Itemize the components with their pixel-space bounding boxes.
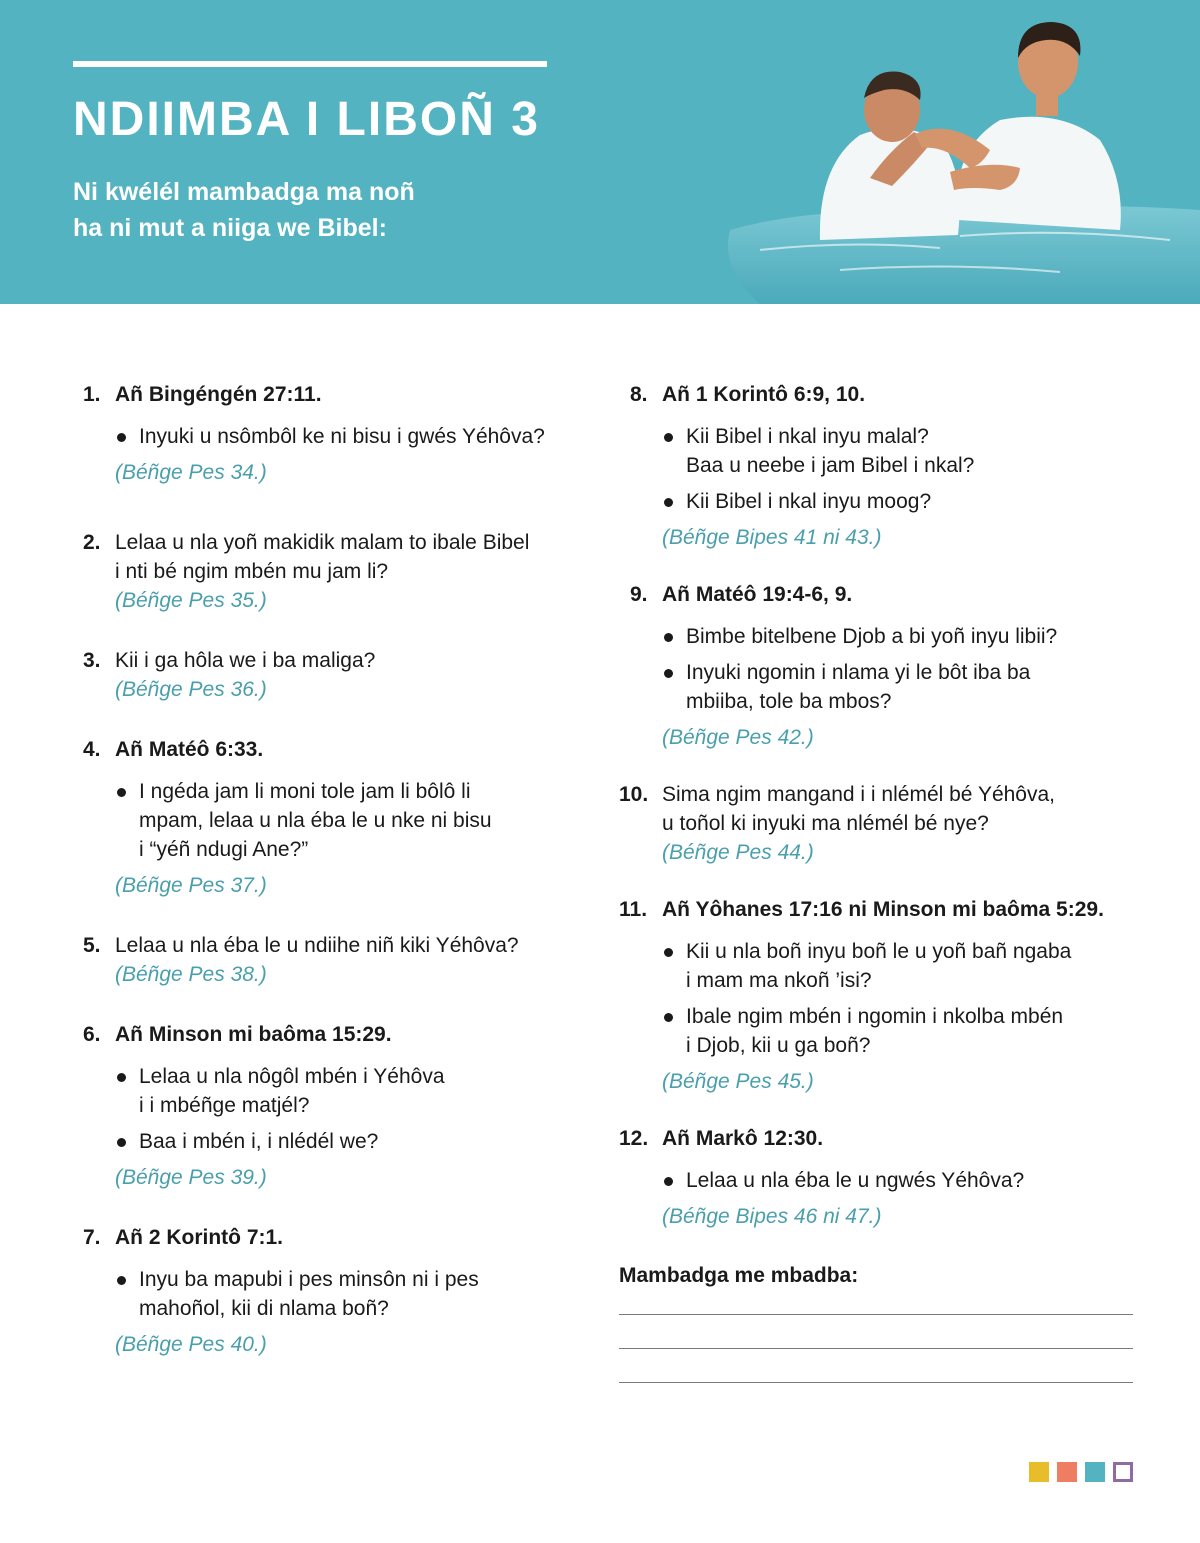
decorative-squares [1029,1462,1133,1482]
bullet-item [115,1265,583,1323]
question-scripture: Añ Minson mi baôma 15:29. [115,1023,392,1046]
question-11 [619,895,1139,1096]
bullet-item: Bimbe bitelbene Djob a bi yoñ inyu libii? [662,622,1139,651]
question-9 [619,580,1139,752]
question-4 [83,735,583,900]
question-1 [83,380,583,487]
reference-link: (Béñge Bipes 41 ni 43.) [662,526,882,549]
question-number: 8. [630,383,648,406]
question-scripture: Añ Markô 12:30. [662,1127,824,1150]
question-number: 11. [619,898,648,921]
question-number: 10. [619,783,649,806]
bullet-item: Baa i mbén i, i nlédél we? [115,1127,583,1156]
question-number: 5. [83,934,101,957]
question-number: 1. [83,383,101,406]
bullet-text-line-2: Baa u neebe i jam Bibel i nkal? [686,454,975,477]
header-banner [0,0,1200,304]
question-number: 2. [83,531,101,554]
bullet-text-line-1: Lelaa u nla nôgôl mbén i Yéhôva [139,1065,445,1088]
header-rule [73,61,547,67]
question-scripture: Añ Yôhanes 17:16 ni Minson mi baôma 5:29. [662,898,1104,921]
bullet-text-line-3: i “yéñ ndugi Ane?” [139,838,309,861]
notes-line[interactable] [619,1348,1133,1349]
reference-link: (Béñge Pes 37.) [115,874,267,897]
question-number: 4. [83,738,101,761]
reference-link: (Béñge Pes 39.) [115,1166,267,1189]
reference-link: (Béñge Pes 34.) [115,461,267,484]
bullet-item: Inyuki u nsômbôl ke ni bisu i gwés Yéhôva? [115,422,583,451]
question-scripture: Añ Matéô 19:4-6, 9. [662,583,853,606]
orange-square [1057,1462,1077,1482]
reference-link: (Béñge Pes 42.) [662,726,814,749]
subtitle-line-1: Ni kwélél mambadga ma noñ [73,178,415,206]
notes-line[interactable] [619,1382,1133,1383]
question-12 [619,1124,1139,1231]
question-scripture: Añ Matéô 6:33. [115,738,264,761]
bullet-item [662,422,1139,480]
bullet-item [662,1002,1139,1060]
bullet-list [115,1062,583,1156]
question-2 [83,528,583,615]
question-text: Kii i ga hôla we i ba maliga? [115,649,376,672]
question-text-line-2: i nti bé ngim mbén mu jam li? [115,560,389,583]
purple-outline-square [1113,1462,1133,1482]
question-scripture: Añ 2 Korintô 7:1. [115,1226,284,1249]
reference-link: (Béñge Pes 35.) [115,589,267,612]
bullet-item [115,1062,583,1120]
bullet-text-line-1: Ibale ngim mbén i ngomin i nkolba mbén [686,1005,1064,1028]
notes-line[interactable] [619,1314,1133,1315]
bullet-text-line-1: Kii Bibel i nkal inyu malal? [686,425,929,448]
bullet-list [662,422,1139,516]
subtitle-line-2: ha ni mut a niiga we Bibel: [73,214,387,242]
bullet-item: Kii Bibel i nkal inyu moog? [662,487,1139,516]
question-number: 6. [83,1023,101,1046]
yellow-square [1029,1462,1049,1482]
bullet-text-line-2: i i mbéñge matjél? [139,1094,310,1117]
question-8 [619,380,1139,552]
question-3 [83,646,583,704]
question-10 [619,780,1139,867]
bullet-list [115,777,583,864]
bullet-item [115,777,583,864]
reference-link: (Béñge Bipes 46 ni 47.) [662,1205,882,1228]
questions-right-column [619,380,1139,1383]
bullet-list [115,422,583,451]
question-text-line-2: u toñol ki inyuki ma nlémél bé nye? [662,812,989,835]
reference-link: (Béñge Pes 36.) [115,678,267,701]
question-scripture: Añ 1 Korintô 6:9, 10. [662,383,866,406]
bullet-list [115,1265,583,1323]
baptism-illustration [700,0,1200,304]
bullet-text-line-1: I ngéda jam li moni tole jam li bôlô li [139,780,471,803]
bullet-text-line-2: i mam ma nkoñ ’isi? [686,969,872,992]
bullet-item [662,658,1139,716]
bullet-text-line-1: Inyu ba mapubi i pes minsôn ni i pes [139,1268,479,1291]
question-text-line-1: Lelaa u nla yoñ makidik malam to ibale Bibel [115,531,530,554]
bullet-list [662,622,1139,716]
page-subtitle [73,174,415,246]
bullet-text-line-1: Kii u nla boñ inyu boñ le u yoñ bañ ngaba [686,940,1072,963]
question-text-line-1: Sima ngim mangand i i nlémél bé Yéhôva, [662,783,1056,806]
bullet-text-line-2: mpam, lelaa u nla éba le u nke ni bisu [139,809,492,832]
bullet-text-line-1: Inyuki ngomin i nlama yi le bôt iba ba [686,661,1031,684]
bullet-text-line-2: i Djob, kii u ga boñ? [686,1034,871,1057]
question-5 [83,931,583,989]
question-scripture: Añ Bingéngén 27:11. [115,383,322,406]
reference-link: (Béñge Pes 40.) [115,1333,267,1356]
question-7 [83,1223,583,1359]
question-number: 3. [83,649,101,672]
reference-link: (Béñge Pes 38.) [115,963,267,986]
bullet-list [662,937,1139,1060]
bullet-list [662,1166,1139,1195]
question-text: Lelaa u nla éba le u ndiihe niñ kiki Yéhôva? [115,934,519,957]
reference-link: (Béñge Pes 45.) [662,1070,814,1093]
bullet-text-line-2: mahoñol, kii di nlama boñ? [139,1297,389,1320]
page-title: NDIIMBA I LIBOÑ 3 [73,93,540,146]
notes-label: Mambadga me mbadba: [619,1264,859,1287]
bullet-item [662,937,1139,995]
bullet-text-line-2: mbiiba, tole ba mbos? [686,690,892,713]
reference-link: (Béñge Pes 44.) [662,841,814,864]
question-number: 12. [619,1127,649,1150]
teal-square [1085,1462,1105,1482]
bullet-item: Lelaa u nla éba le u ngwés Yéhôva? [662,1166,1139,1195]
question-6 [83,1020,583,1192]
question-number: 7. [83,1226,101,1249]
questions-left-column [83,380,583,1359]
question-number: 9. [630,583,648,606]
